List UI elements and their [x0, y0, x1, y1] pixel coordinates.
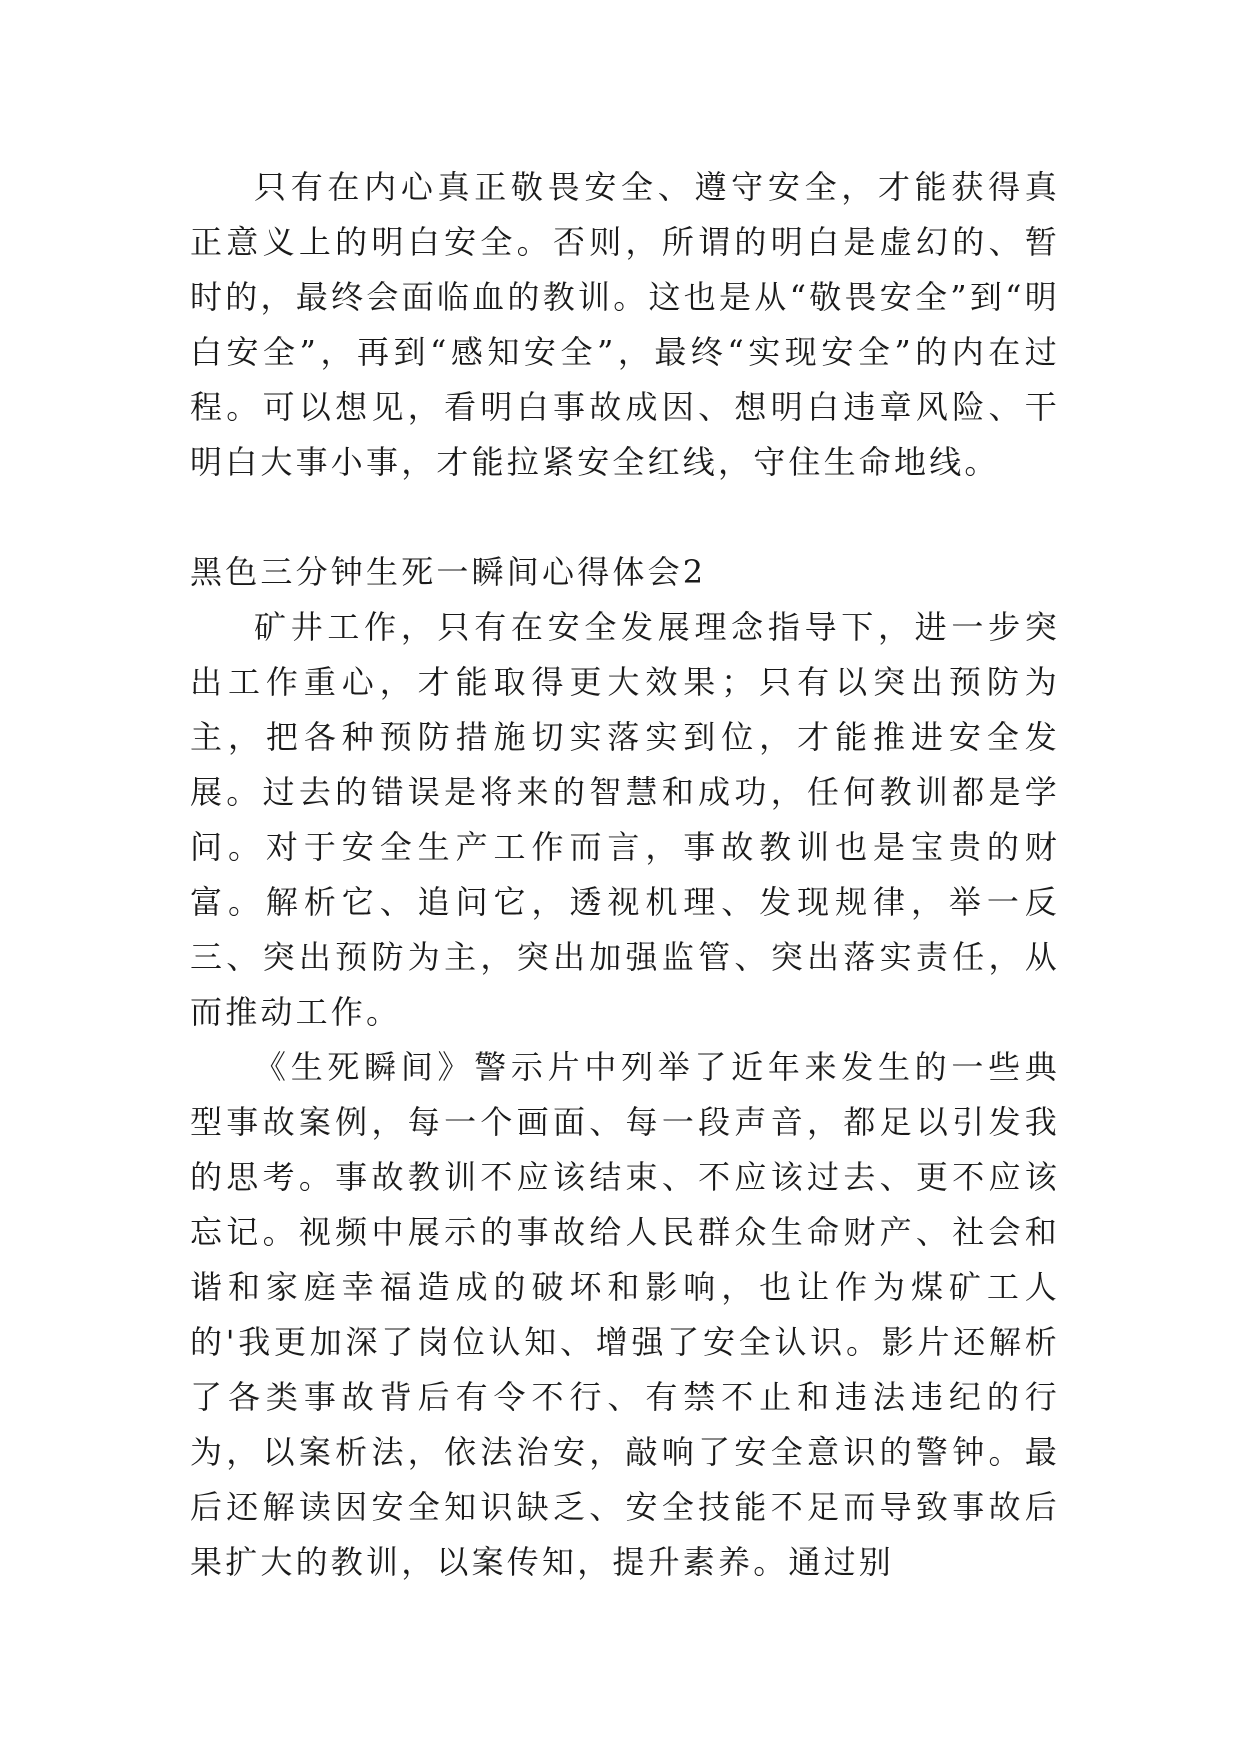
paragraph-mine-work: 矿井工作，只有在安全发展理念指导下，进一步突出工作重心，才能取得更大效果；只有以突出预防为主，把各种预防措施切实落实到位，才能推进安全发展。过去的错误是将来的智慧和成功，任何教训都是学问。对于安全生产工作而言，事故教训也是宝贵的财富。解析它、追问它，透视机理、发现规律，举一反三、突出预防为主，突出加强监管、突出落实责任，从而推动工作。: [190, 608, 1060, 1031]
paragraph-film-reflection: 《生死瞬间》警示片中列举了近年来发生的一些典型事故案例，每一个画面、每一段声音，都足以引发我的思考。事故教训不应该结束、不应该过去、更不应该忘记。视频中展示的事故给人民群众生命财产、社会和谐和家庭幸福造成的破坏和影响，也让作为煤矿工人的'我更加深了岗位认知、增强了安全认识。影片还解析了各类事故背后有令不行、有禁不止和违法违纪的行为，以案析法，依法治安，敲响了安全意识的警钟。最后还解读因安全知识缺乏、安全技能不足而导致事故后果扩大的教训，以案传知，提升素养。通过别: [190, 1048, 1060, 1581]
paragraph-intro: 只有在内心真正敬畏安全、遵守安全，才能获得真正意义上的明白安全。否则，所谓的明白是虚幻的、暂时的，最终会面临血的教训。这也是从“敬畏安全”到“明白安全”，再到“感知安全”，最终“实现安全”的内在过程。可以想见，看明白事故成因、想明白违章风险、干明白大事小事，才能拉紧安全红线，守住生命地线。: [190, 168, 1060, 481]
document-body: [190, 160, 1060, 1590]
section-heading: 黑色三分钟生死一瞬间心得体会2: [190, 553, 707, 591]
